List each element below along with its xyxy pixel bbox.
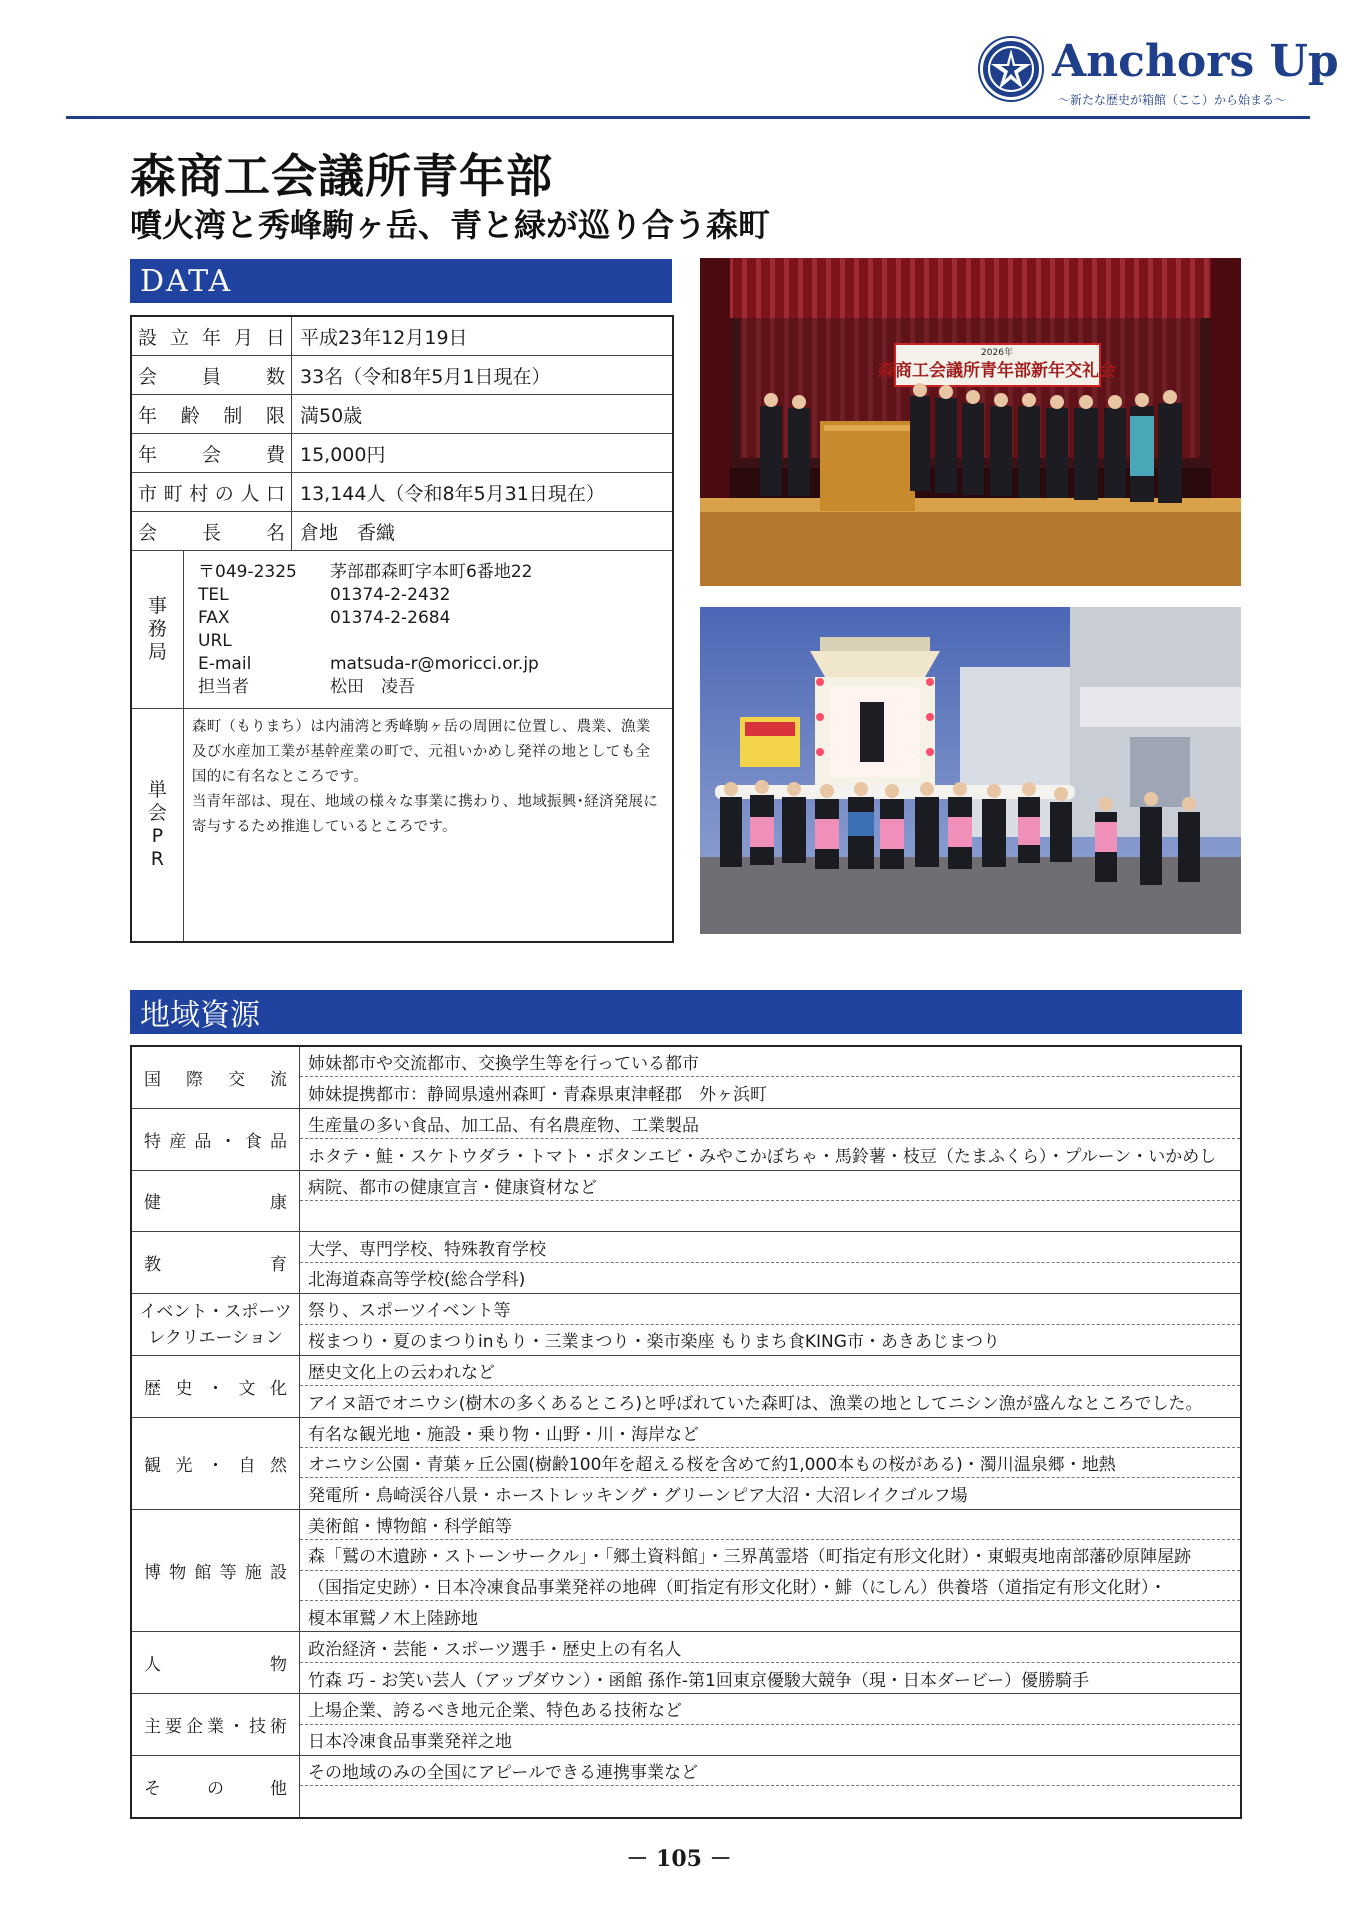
- region-line: 大学、専門学校、特殊教育学校: [300, 1232, 1240, 1262]
- office-email-link[interactable]: matsuda-r@moricci.or.jp: [330, 654, 539, 674]
- office-label: 事 務 局: [132, 551, 184, 708]
- region-line: 桜まつり・夏のまつりinもり・三業まつり・楽市楽座 もりまち食KING市・あきあじまつり: [308, 1332, 1000, 1353]
- data-value: 倉地 香織: [300, 521, 396, 544]
- region-line: 祭り、スポーツイベント等: [300, 1294, 1240, 1324]
- region-group-other: [132, 1756, 1240, 1817]
- region-line: アイヌ語でオニウシ(樹木の多くあるところ)と呼ばれていた森町は、漁業の地としてニシン漁が盛んなところでした。: [308, 1393, 1203, 1414]
- region-category: 人物: [144, 1655, 287, 1676]
- office-row-fax: FAX 01374-2-2684: [198, 608, 451, 628]
- data-row: [132, 512, 672, 551]
- region-line: 病院、都市の健康宣言・健康資材など: [300, 1171, 1240, 1201]
- region-group-international: [132, 1047, 1240, 1109]
- region-category: 歴史・文化: [144, 1378, 287, 1399]
- office-address: 茅部郡森町字本町6番地22: [330, 562, 533, 582]
- region-line: 姉妹提携都市：静岡県遠州森町・青森県東津軽郡 外ヶ浜町: [308, 1085, 767, 1106]
- region-group-specialty: [132, 1109, 1240, 1171]
- region-line: 発電所・鳥崎渓谷八景・ホーストレッキング・グリーンピア大沼・大沼レイクゴルフ場: [308, 1486, 968, 1507]
- page-subtitle: 噴火湾と秀峰駒ヶ岳、青と緑が巡り合う森町: [130, 206, 771, 244]
- region-category: 健康: [144, 1193, 287, 1214]
- data-section-heading: DATA: [130, 259, 672, 303]
- page-title: 森商工会議所青年部: [130, 149, 553, 203]
- region-line: （国指定史跡）・日本冷凍食品事業発祥の地碑（町指定有形文化財）・鯡（にしん）供養塔（道指定有形文化財）・: [300, 1571, 1240, 1601]
- region-category: 主要企業・技術: [144, 1717, 287, 1738]
- office-row-postal: 〒049-2325 茅部郡森町字本町6番地22: [198, 562, 533, 582]
- region-line: [300, 1786, 1240, 1816]
- region-category: 国際交流: [144, 1069, 287, 1090]
- logo-subtitle: ～新たな歴史が箱館（ここ）から始まる～: [1058, 93, 1287, 107]
- data-label: 会長名: [138, 521, 285, 544]
- data-value: 満50歳: [300, 404, 363, 427]
- office-fax: 01374-2-2684: [330, 608, 451, 628]
- office-contact-person: 松田 凌吾: [330, 677, 415, 697]
- region-line: 政治経済・芸能・スポーツ選手・歴史上の有名人: [300, 1632, 1240, 1662]
- page-number: － 105 －: [626, 1846, 732, 1872]
- photo-festival: [700, 607, 1241, 934]
- region-line: オニウシ公園・青葉ヶ丘公園(樹齢100年を超える桜を含めて約1,000本もの桜がある)・濁川温泉郷・地熱: [300, 1448, 1240, 1478]
- data-label: 年会費: [138, 443, 285, 466]
- region-group-history: [132, 1356, 1240, 1418]
- data-value: 33名（令和8年5月1日現在）: [300, 365, 551, 388]
- region-line: 北海道森高等学校(総合学科): [308, 1270, 526, 1291]
- region-category: 博物館等施設: [144, 1563, 287, 1584]
- region-resources-table: [130, 1045, 1242, 1819]
- region-line: ホタテ・鮭・スケトウダラ・トマト・ボタンエビ・みやこかぼちゃ・馬鈴薯・枝豆（たまふくら）・プルーン・いかめし: [308, 1146, 1217, 1167]
- region-group-education: [132, 1232, 1240, 1294]
- region-line: 森「鷲の木遺跡・ストーンサークル」・「郷土資料館」・三界萬霊塔（町指定有形文化財）・東蝦夷地南部藩砂原陣屋跡: [300, 1540, 1240, 1570]
- region-category: 特産品・食品: [144, 1131, 287, 1152]
- office-block: [132, 551, 672, 709]
- region-group-companies: [132, 1694, 1240, 1756]
- region-line: 日本冷凍食品事業発祥之地: [308, 1732, 512, 1753]
- data-row: [132, 434, 672, 473]
- region-group-tourism: [132, 1418, 1240, 1510]
- region-line: 有名な観光地・施設・乗り物・山野・川・海岸など: [300, 1418, 1240, 1448]
- region-line: 竹森 巧 - お笑い芸人（アップダウン）・函館 孫作-第1回東京優駿大競争（現・日本ダービー）優勝騎手: [308, 1670, 1090, 1691]
- region-line: その地域のみの全国にアピールできる連携事業など: [300, 1756, 1240, 1786]
- region-line: [300, 1201, 1240, 1231]
- banner-text: 森商工会議所青年部新年交礼会: [878, 361, 1116, 381]
- pr-block: [132, 709, 672, 941]
- office-tel: 01374-2-2432: [330, 585, 451, 605]
- header-rule: [66, 116, 1310, 119]
- data-label: 設立年月日: [138, 326, 285, 349]
- data-label: 年齢制限: [138, 404, 285, 427]
- office-row-url: URL: [198, 631, 232, 651]
- banner-year: 2026年: [981, 348, 1013, 358]
- region-category: 教育: [144, 1255, 287, 1276]
- anchors-up-logo: [978, 36, 1339, 108]
- region-group-people: [132, 1632, 1240, 1694]
- region-category: 観光・自然: [144, 1455, 287, 1476]
- region-category: イベント・スポーツ レクリエーション: [139, 1301, 292, 1348]
- data-row: [132, 356, 672, 395]
- pr-text: 森町（もりまち）は内浦湾と秀峰駒ヶ岳の周囲に位置し、農業、漁業及び水産加工業が基幹産業の町で、元祖いかめし発祥の地としても全国的に有名なところです。 当青年部は、現在、地域の様々な事業に携わり、地域振興･経済発展に寄与するため推進しているところです。: [191, 719, 659, 835]
- photo-new-year-party: [700, 258, 1241, 586]
- region-line: 榎本軍鷲ノ木上陸跡地: [308, 1608, 478, 1629]
- region-line: 姉妹都市や交流都市、交換学生等を行っている都市: [300, 1047, 1240, 1077]
- pr-label: 単 会 P R: [132, 709, 184, 941]
- data-value: 平成23年12月19日: [300, 326, 468, 349]
- office-row-contact: 担当者 松田 凌吾: [198, 677, 415, 697]
- data-value: 15,000円: [300, 443, 386, 466]
- data-table: [130, 315, 674, 943]
- region-group-museums: [132, 1510, 1240, 1633]
- data-value: 13,144人（令和8年5月31日現在）: [300, 482, 605, 505]
- region-line: 美術館・博物館・科学館等: [300, 1510, 1240, 1540]
- region-group-events: [132, 1294, 1240, 1356]
- office-contact-list: [184, 551, 539, 708]
- region-line: 上場企業、誇るべき地元企業、特色ある技術など: [300, 1694, 1240, 1724]
- logo-title: Anchors Up: [1052, 36, 1339, 87]
- data-row: [132, 473, 672, 512]
- region-group-health: [132, 1171, 1240, 1233]
- region-line: 歴史文化上の云われなど: [300, 1356, 1240, 1386]
- office-row-tel: TEL 01374-2-2432: [198, 585, 451, 605]
- compass-star-icon: [980, 38, 1042, 100]
- region-category: その他: [144, 1778, 287, 1799]
- data-label: 市町村の人口: [138, 482, 285, 505]
- region-section-heading: 地域資源: [130, 990, 1242, 1034]
- data-label: 会員数: [138, 365, 285, 388]
- office-row-email: E-mail matsuda-r@moricci.or.jp: [198, 654, 539, 674]
- region-line: 生産量の多い食品、加工品、有名農産物、工業製品: [300, 1109, 1240, 1139]
- data-row: [132, 317, 672, 356]
- data-row: [132, 395, 672, 434]
